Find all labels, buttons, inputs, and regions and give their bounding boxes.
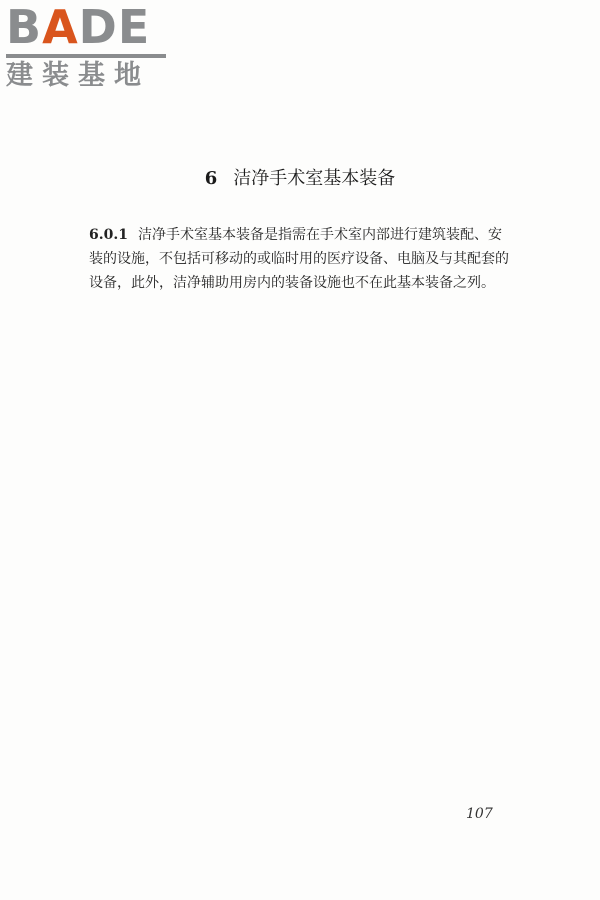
chapter-heading: [0, 164, 600, 190]
clause-text: 洁净手术室基本装备是指需在手术室内部进行建筑装配、安装的设施，不包括可移动的或临时用的医疗设备、电脑及与其配套的设备，此外，洁净辅助用房内的装备设施也不在此基本装备之列。: [89, 227, 509, 291]
logo-letter-a-accent: A: [42, 0, 79, 54]
chapter-title-text: 洁净手术室基本装备: [233, 168, 396, 189]
clause-paragraph: [89, 223, 509, 295]
clause-number: 6.0.1: [89, 227, 128, 243]
logo-letters-de: DE: [78, 0, 151, 54]
logo-divider-bar: [6, 54, 166, 58]
logo-letter-b: B: [6, 0, 43, 54]
page-number: 107: [466, 806, 493, 822]
chapter-number: 6: [204, 168, 218, 189]
bade-logo: [6, 0, 176, 96]
logo-wordmark: [6, 0, 151, 54]
logo-subtitle: 建装基地: [6, 60, 150, 91]
